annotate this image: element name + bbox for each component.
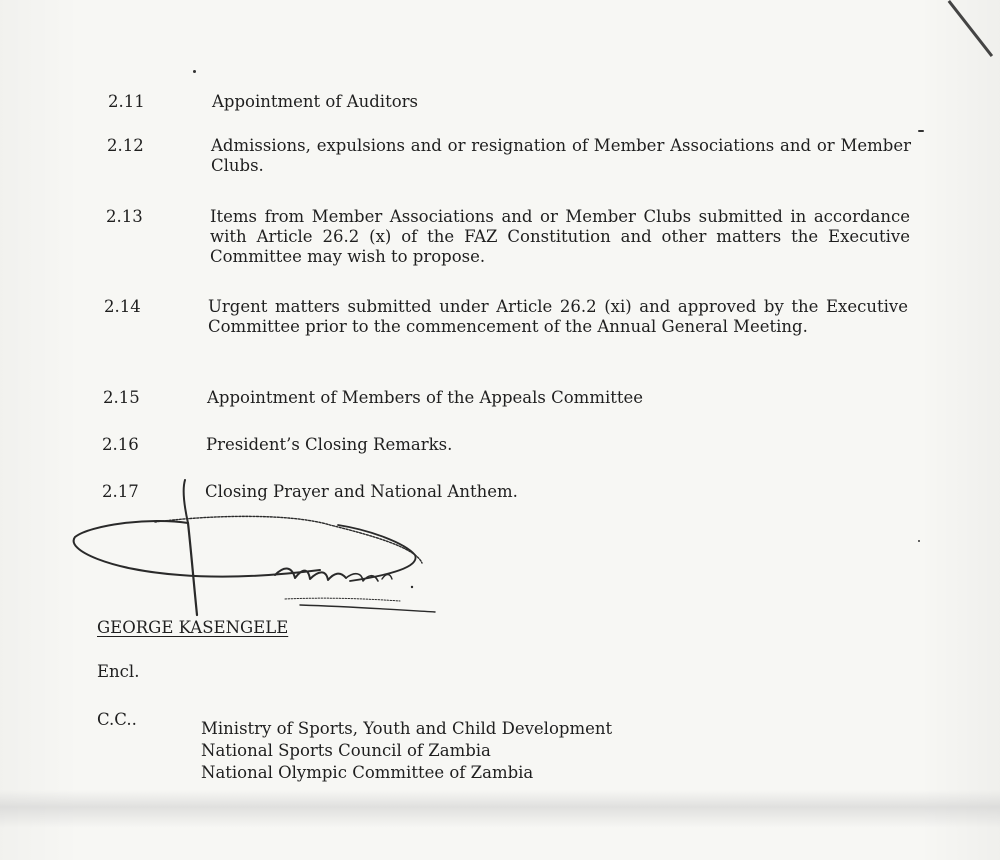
agenda-number: 2.11 xyxy=(108,92,145,111)
ink-speck xyxy=(918,540,920,542)
handwritten-signature xyxy=(70,475,450,620)
enclosure-note: Encl. xyxy=(97,662,140,681)
cc-label: C.C.. xyxy=(97,710,137,729)
agenda-number: 2.17 xyxy=(102,482,139,501)
agenda-text: Appointment of Auditors xyxy=(212,92,419,111)
cc-recipient: National Sports Council of Zambia xyxy=(201,741,491,760)
agenda-text: President’s Closing Remarks. xyxy=(206,435,453,454)
agenda-number: 2.16 xyxy=(102,435,139,454)
cc-recipient-list xyxy=(201,718,612,784)
scan-edge-line xyxy=(948,0,993,57)
ink-speck xyxy=(918,130,924,132)
agenda-text: Admissions, expulsions and or resignation of Member Associations and or Member Clubs. xyxy=(211,136,911,175)
agenda-text: Closing Prayer and National Anthem. xyxy=(205,482,518,501)
agenda-text: Urgent matters submitted under Article 26.2 (xi) and approved by the Executive Committee prior to the commencement of the Annual General Meeting. xyxy=(208,297,908,336)
agenda-text: Items from Member Associations and or Member Clubs submitted in accordance with Article 26.2 (x) of the FAZ Constitution and other matters the Executive Committee may wish to propose. xyxy=(210,207,910,266)
agenda-text: Appointment of Members of the Appeals Committee xyxy=(207,388,644,407)
agenda-number: 2.15 xyxy=(103,388,140,407)
cc-recipient: Ministry of Sports, Youth and Child Development xyxy=(201,719,613,738)
agenda-number: 2.12 xyxy=(107,136,144,155)
ink-speck xyxy=(193,70,196,73)
agenda-number: 2.13 xyxy=(106,207,143,226)
scan-artifact-band xyxy=(0,790,1000,828)
agenda-number: 2.14 xyxy=(104,297,141,316)
signatory-name: GEORGE KASENGELE xyxy=(97,618,289,637)
cc-recipient: National Olympic Committee of Zambia xyxy=(201,763,534,782)
